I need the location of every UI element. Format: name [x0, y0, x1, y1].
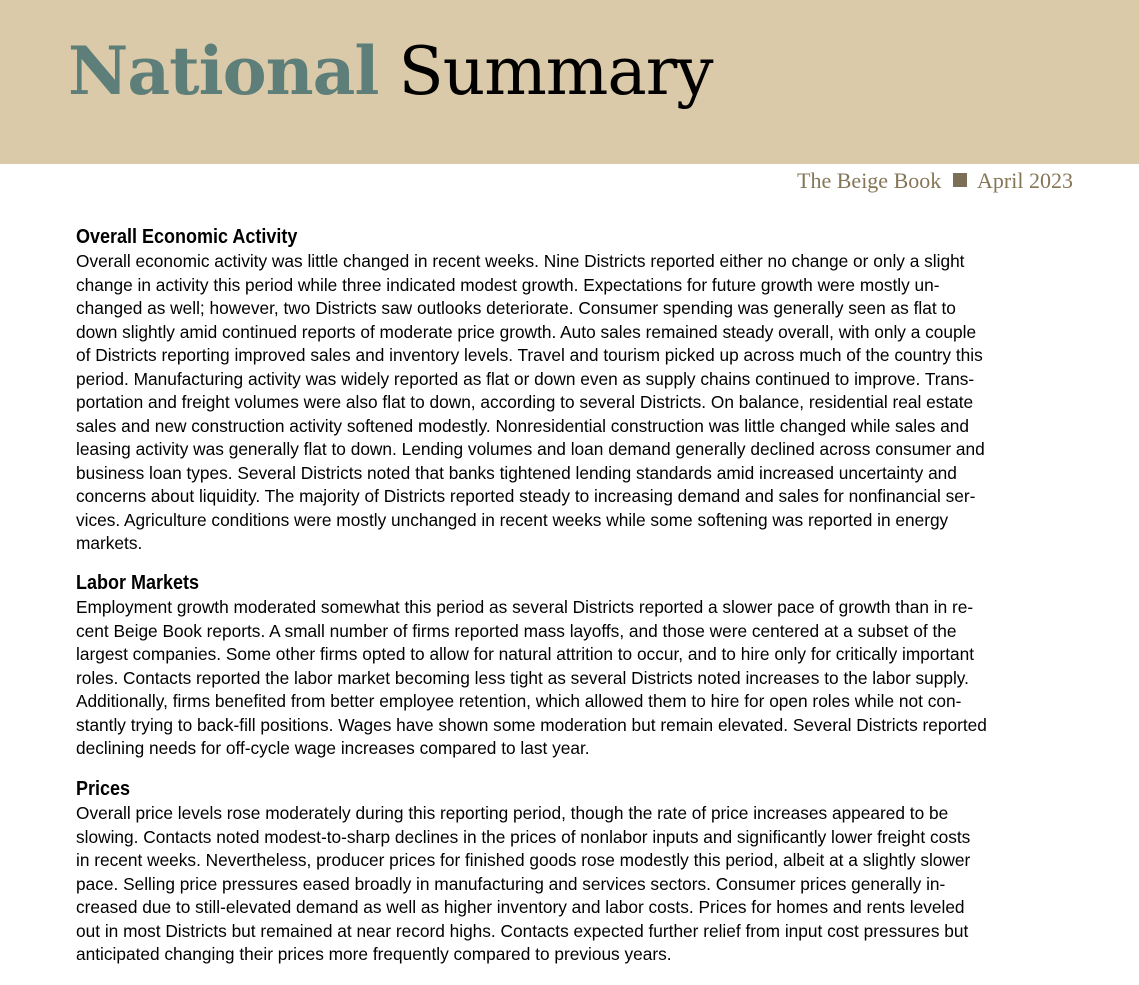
- section-body: [76, 250, 1076, 556]
- paragraph-line: largest companies. Some other firms opted to allow for natural attrition to occur, and to hire only for critically important: [76, 644, 975, 664]
- paragraph-line: stantly trying to back-fill positions. Wages have shown some moderation but remain elevated. Several Districts reported: [76, 714, 987, 735]
- section-body: [76, 802, 1076, 967]
- paragraph-line: Additionally, firms benefited from better employee retention, which allowed them to hire for open roles while not con-: [76, 691, 962, 711]
- paragraph-line: Overall economic activity was little changed in recent weeks. Nine Districts reported either no change or only a slight: [76, 251, 965, 271]
- paragraph-line: in recent weeks. Nevertheless, producer prices for finished goods rose modestly this period, albeit at a slightly slower: [76, 850, 971, 870]
- paragraph-line: anticipated changing their prices more frequently compared to previous years.: [76, 944, 672, 964]
- section-overall-economic-activity: [76, 224, 1076, 556]
- paragraph-line: creased due to still-elevated demand as well as higher inventory and labor costs. Prices for homes and rents leveled: [76, 897, 965, 917]
- paragraph-line: Employment growth moderated somewhat this period as several Districts reported a slower pace of growth than in re-: [76, 597, 974, 617]
- square-bullet-icon: [953, 173, 967, 187]
- section-labor-markets: [76, 570, 1076, 761]
- section-body: [76, 596, 1076, 761]
- paragraph-line: roles. Contacts reported the labor market becoming less tight as several Districts noted increases to the labor supply.: [76, 667, 969, 688]
- publication-date: April 2023: [977, 168, 1073, 193]
- paragraph-line: change in activity this period while three indicated modest growth. Expectations for future growth were mostly un-: [76, 274, 940, 295]
- header-banner: [0, 0, 1139, 164]
- paragraph-line: portation and freight volumes were also flat to down, according to several Districts. On balance, residential real estate: [76, 392, 974, 412]
- paragraph-line: business loan types. Several Districts noted that banks tightened lending standards amid increased uncertainty and: [76, 462, 957, 483]
- page-title-national: National: [68, 32, 379, 110]
- paragraph-line: vices. Agriculture conditions were mostly unchanged in recent weeks while some softening was reported in energy: [76, 509, 949, 530]
- section-heading: Labor Markets: [76, 572, 200, 594]
- page-title: [68, 32, 713, 110]
- section-prices: [76, 776, 1076, 967]
- paragraph-line: sales and new construction activity softened modestly. Nonresidential construction was little changed while sales and: [76, 415, 970, 436]
- paragraph-line: changed as well; however, two Districts saw outlooks deteriorate. Consumer spending was generally seen as flat to: [76, 298, 956, 318]
- section-heading: Prices: [76, 778, 131, 800]
- paragraph-line: leasing activity was generally flat to down. Lending volumes and loan demand generally declined across consumer and: [76, 439, 985, 459]
- paragraph-line: declining needs for off-cycle wage increases compared to last year.: [76, 738, 590, 758]
- paragraph-line: markets.: [76, 533, 143, 553]
- paragraph-line: pace. Selling price pressures eased broadly in manufacturing and services sectors. Consumer prices generally in-: [76, 873, 946, 894]
- paragraph-line: out in most Districts but remained at near record highs. Contacts expected further relief from input cost pressures but: [76, 920, 969, 941]
- section-heading: Overall Economic Activity: [76, 226, 298, 248]
- page-title-summary: Summary: [398, 33, 713, 110]
- paragraph-line: period. Manufacturing activity was widely reported as flat or down even as supply chains continued to improve. Trans-: [76, 368, 975, 389]
- paragraph-line: down slightly amid continued reports of moderate price growth. Auto sales remained steady overall, with only a couple: [76, 321, 977, 342]
- paragraph-line: Overall price levels rose moderately during this reporting period, though the rate of price increases appeared to be: [76, 803, 949, 823]
- publication-line: [797, 168, 1073, 194]
- paragraph-line: of Districts reporting improved sales and inventory levels. Travel and tourism picked up across much of the country this: [76, 345, 983, 365]
- publication-name: The Beige Book: [797, 168, 942, 193]
- paragraph-line: slowing. Contacts noted modest-to-sharp declines in the prices of nonlabor inputs and significantly lower freight costs: [76, 826, 971, 847]
- paragraph-line: cent Beige Book reports. A small number of firms reported mass layoffs, and those were centered at a subset of the: [76, 620, 957, 641]
- paragraph-line: concerns about liquidity. The majority of Districts reported steady to increasing demand and sales for nonfinancial ser-: [76, 486, 976, 506]
